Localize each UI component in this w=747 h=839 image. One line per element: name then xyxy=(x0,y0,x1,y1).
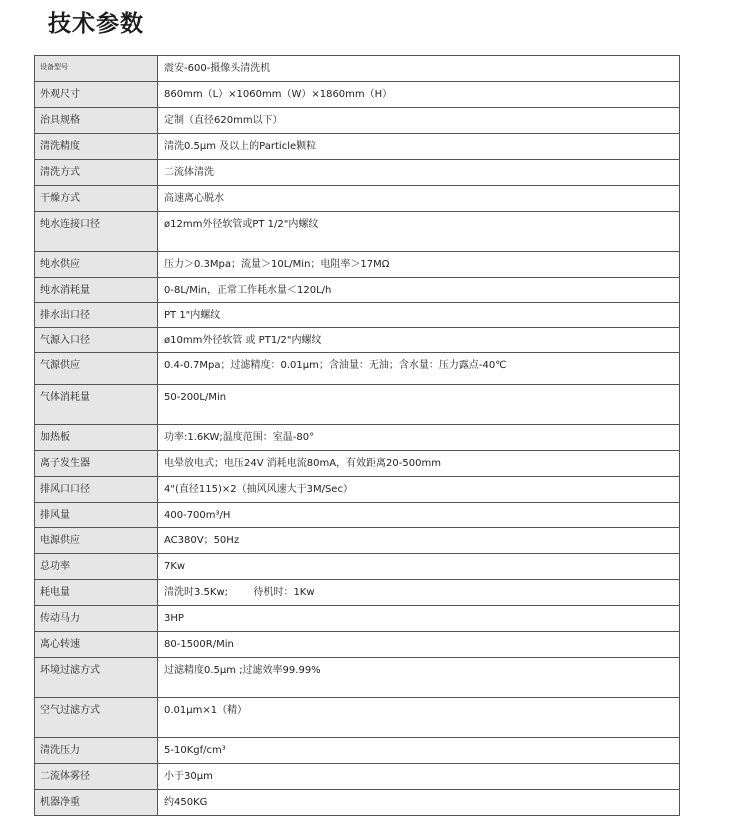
table-row xyxy=(35,108,680,134)
row-label: 排风口口径 xyxy=(35,477,158,503)
row-label: 排水出口径 xyxy=(35,303,158,328)
row-label: 耗电量 xyxy=(35,580,158,606)
row-value: ø12mm外径软管或PT 1/2"内螺纹 xyxy=(158,212,680,252)
table-row xyxy=(35,186,680,212)
row-value: 过滤精度0.5μm ;过滤效率99.99% xyxy=(158,658,680,698)
row-value: ø10mm外径软管 或 PT1/2"内螺纹 xyxy=(158,328,680,353)
table-row xyxy=(35,425,680,451)
row-value: AC380V；50Hz xyxy=(158,528,680,554)
row-label: 纯水消耗量 xyxy=(35,278,158,303)
table-row xyxy=(35,451,680,477)
table-row xyxy=(35,212,680,252)
row-value: 清洗时3.5Kw; 待机时：1Kw xyxy=(158,580,680,606)
row-label: 纯水供应 xyxy=(35,252,158,278)
row-value: 7Kw xyxy=(158,554,680,580)
row-value: 860mm（L）×1060mm（W）×1860mm（H） xyxy=(158,82,680,108)
page-title: 技术参数 xyxy=(48,11,144,37)
row-value: PT 1"内螺纹 xyxy=(158,303,680,328)
table-row xyxy=(35,160,680,186)
table-row xyxy=(35,353,680,385)
row-label: 气体消耗量 xyxy=(35,385,158,425)
table-row xyxy=(35,528,680,554)
table-row xyxy=(35,580,680,606)
table-row xyxy=(35,503,680,528)
table-row xyxy=(35,252,680,278)
table-row xyxy=(35,554,680,580)
row-label: 排风量 xyxy=(35,503,158,528)
table-row xyxy=(35,477,680,503)
row-value: 80-1500R/Min xyxy=(158,632,680,658)
row-value: 震安-600-摄像头清洗机 xyxy=(158,56,680,82)
row-label: 清洗方式 xyxy=(35,160,158,186)
row-label: 空气过滤方式 xyxy=(35,698,158,738)
row-label: 离心转速 xyxy=(35,632,158,658)
table-row xyxy=(35,82,680,108)
row-value: 压力＞0.3Mpa；流量＞10L/Min；电阻率＞17MΩ xyxy=(158,252,680,278)
table-row xyxy=(35,385,680,425)
row-label: 清洗压力 xyxy=(35,738,158,764)
table-row xyxy=(35,790,680,816)
row-value: 5-10Kgf/cm³ xyxy=(158,738,680,764)
table-row xyxy=(35,56,680,82)
row-label: 传动马力 xyxy=(35,606,158,632)
row-value: 3HP xyxy=(158,606,680,632)
row-label: 治具规格 xyxy=(35,108,158,134)
table-row xyxy=(35,698,680,738)
table-row xyxy=(35,764,680,790)
row-label: 纯水连接口径 xyxy=(35,212,158,252)
table-row xyxy=(35,658,680,698)
row-label: 气源入口径 xyxy=(35,328,158,353)
row-value: 0.01μm×1（精） xyxy=(158,698,680,738)
row-label: 总功率 xyxy=(35,554,158,580)
row-value: 二流体清洗 xyxy=(158,160,680,186)
table-row xyxy=(35,328,680,353)
row-value: 定制（直径620mm以下） xyxy=(158,108,680,134)
row-value: 电晕放电式；电压24V 消耗电流80mA，有效距离20-500mm xyxy=(158,451,680,477)
row-label: 设备型号 xyxy=(35,56,158,82)
table-row xyxy=(35,134,680,160)
row-label: 电源供应 xyxy=(35,528,158,554)
row-label: 气源供应 xyxy=(35,353,158,385)
row-value: 约450KG xyxy=(158,790,680,816)
table-row xyxy=(35,303,680,328)
row-label: 干燥方式 xyxy=(35,186,158,212)
row-label: 二流体雾径 xyxy=(35,764,158,790)
row-label: 加热板 xyxy=(35,425,158,451)
row-value: 400-700m³/H xyxy=(158,503,680,528)
row-label: 离子发生器 xyxy=(35,451,158,477)
row-label: 机器净重 xyxy=(35,790,158,816)
row-value: 0-8L/Min，正常工作耗水量＜120L/h xyxy=(158,278,680,303)
row-value: 50-200L/Min xyxy=(158,385,680,425)
row-value: 小于30μm xyxy=(158,764,680,790)
row-label: 外观尺寸 xyxy=(35,82,158,108)
table-row xyxy=(35,278,680,303)
row-value: 4"(直径115)×2（抽风风速大于3M/Sec） xyxy=(158,477,680,503)
table-row xyxy=(35,632,680,658)
row-value: 清洗0.5μm 及以上的Particle颗粒 xyxy=(158,134,680,160)
table-row xyxy=(35,606,680,632)
row-label: 环境过滤方式 xyxy=(35,658,158,698)
row-value: 高速离心脱水 xyxy=(158,186,680,212)
row-label: 清洗精度 xyxy=(35,134,158,160)
row-value: 功率:1.6KW;温度范围：室温-80° xyxy=(158,425,680,451)
table-row xyxy=(35,738,680,764)
row-value: 0.4-0.7Mpa；过滤精度：0.01μm；含油量：无油；含水量：压力露点-40℃ xyxy=(158,353,680,385)
spec-table xyxy=(34,55,680,816)
